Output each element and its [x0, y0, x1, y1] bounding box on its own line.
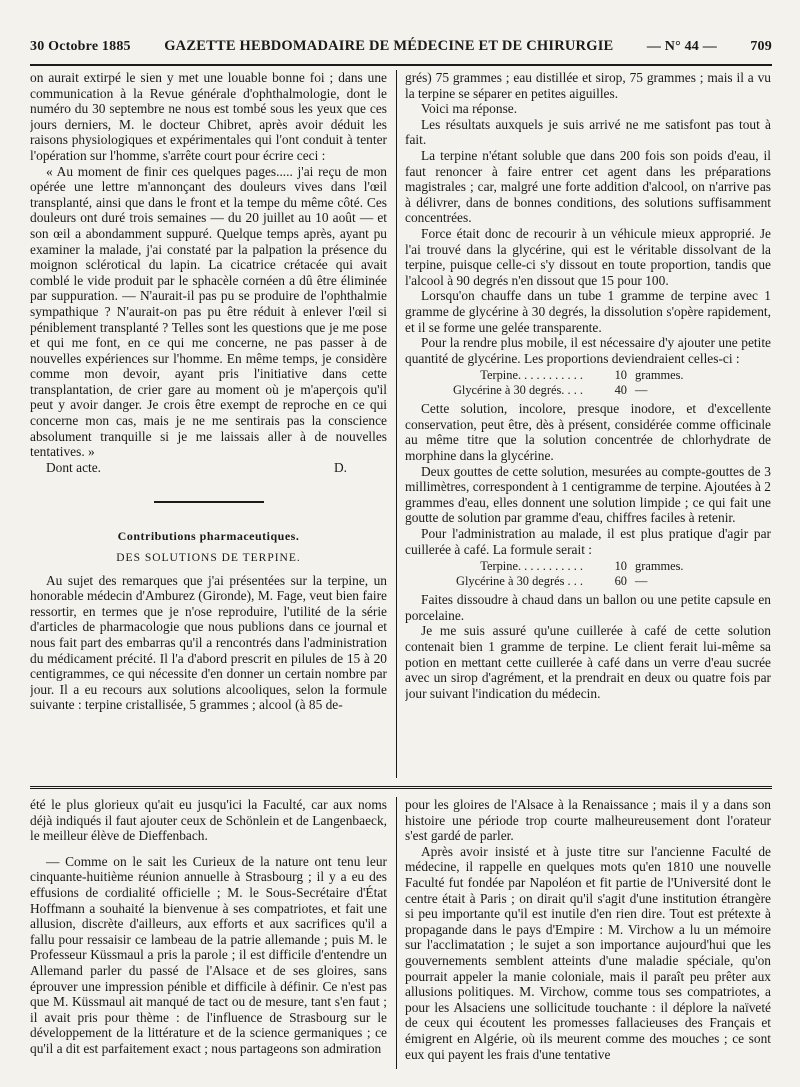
page-number: 709 — [750, 39, 772, 54]
ingredient-unit: — — [635, 573, 648, 588]
section-subtitle: DES SOLUTIONS DE TERPINE. — [116, 552, 301, 565]
paragraph: Faites dissoudre à chaud dans un ballon ou une petite capsule en porcelaine. — [405, 592, 771, 623]
article-column-right-top — [405, 70, 771, 780]
paragraph: on aurait extirpé le sien y met une louable bonne foi ; dans une communication à la Revue générale d'ophthalmologie, dont le numéro du 30 septembre ne nous est tombé sous les yeux que ces jours derniers, M. le docteur Chibret, après avoir déduit les raisons physiologiques et expérimentales qui l'ont conduit à tenter l'opération sur l'homme, s'arrête court pour écrire ceci : — [30, 70, 387, 163]
paragraph: Deux gouttes de cette solution, mesurées au compte-gouttes de 3 millimètres, correspondent à 1 centigramme de terpine. Ajoutées à 2 grammes d'eau, elles donnent une solution limpide ; ce qui fait une goutte de solution par gramme d'eau, chiffres faciles à retenir. — [405, 463, 771, 526]
formula-row — [405, 574, 771, 589]
paragraph: Pour l'administration au malade, il est plus pratique d'agir par cuillerée à café. La formule serait : — [405, 526, 771, 557]
header-rule — [30, 64, 772, 66]
journal-title: GAZETTE HEBDOMADAIRE DE MÉDECINE ET DE CHIRURGIE — [164, 38, 614, 54]
column-divider — [396, 70, 397, 778]
ingredient-unit: grammes. — [635, 368, 684, 383]
article-column-left-top — [30, 70, 387, 780]
paragraph: Voici ma réponse. — [421, 101, 518, 117]
ingredient-quantity: 10 — [614, 368, 627, 383]
ingredient-name: Glycérine à 30 degrés . . . — [456, 573, 583, 588]
ingredient-unit: grammes. — [635, 559, 684, 574]
paragraph: La terpine n'étant soluble que dans 200 fois son poids d'eau, il faut renoncer à faire entrer cet agent dans les préparations magistrales ; car, malgré une forte addition d'alcool, on n'arrive pas à délivrer, dans de bonnes conditions, des solutions suffisamment concentrées. — [405, 147, 771, 226]
ingredient-quantity: 10 — [614, 559, 627, 574]
formula-table-2 — [405, 559, 771, 588]
section-separator — [30, 786, 772, 789]
section-divider — [154, 501, 264, 503]
formula-row — [405, 368, 771, 383]
paragraph: été le plus glorieux qu'ait eu jusqu'ici la Faculté, car aux noms déjà indiqués il faut ajouter ceux de Schönlein et de Langenbaeck, le meilleur élève de Dieffenbach. — [30, 797, 387, 844]
formula-table-1 — [405, 368, 771, 397]
section-title: Contributions pharmaceutiques. — [117, 529, 300, 544]
formula-row — [405, 559, 771, 574]
page-header — [30, 38, 772, 60]
ingredient-name: Glycérine à 30 degrés. . . . — [452, 382, 583, 397]
formula-row — [405, 383, 771, 398]
ingredient-name: Terpine. . . . . . . . . . . — [480, 559, 583, 574]
header-date: 30 Octobre 1885 — [30, 39, 131, 54]
article-column-right-bottom — [405, 797, 771, 1072]
paragraph: Cette solution, incolore, presque inodore, et d'excellente conservation, peut être, dès à présent, considérée comme officinale au même titre que la solution concentrée de chlorhydrate de morphine dans la glycérine. — [405, 401, 771, 464]
paragraph: Après avoir insisté et à juste titre sur l'ancienne Faculté de médecine, il rappelle en quelques mots qu'en 1810 une nouvelle Faculté fut fondée par Napoléon et fit partie de l'Université dont le centre était à Paris ; on dirait qu'il s'agit d'une institution étrangère si peu importante qu'il est inutile d'en rien dire. Tout est prétexte à propagande dans le pays d'Empire : M. Virchow a lu un mémoire sur l'acclimatation ; le sujet a son importance aujourd'hui que les gouvernements semblent atteints d'une maladie spéciale, qu'on pourrait appeler la manie coloniale, mais il paraît peu prêter aux allusions politiques. M. Virchow, comme tous ses compatriotes, a pour les Alsaciens une sollicitude touchante : il déplore la naïveté de ceux qui écoutent les promesses fallacieuses des Français et émigrent en Algérie, où ils meurent comme des mouches ; ce sont eux qui payent les frais d'une tentative — [405, 843, 771, 1062]
ingredient-unit: — — [635, 382, 648, 397]
closing-line — [30, 460, 387, 476]
ingredient-name: Terpine. . . . . . . . . . . — [480, 368, 583, 383]
paragraph: Au sujet des remarques que j'ai présentées sur la terpine, un honorable médecin d'Amburez (Gironde), M. Fage, veut bien faire ressortir, en termes que je n'ose reproduire, l'utilité de la série d'articles de pharmacologie que nous publions dans ce journal et nous fait part des embarras qu'il a rencontrés dans l'administration du médicament précité. Il l'a d'abord prescrit en pilules de 15 à 20 centigrammes, ce qui nécessite d'en donner un certain nombre par jour. Il a eu recours aux solutions alcooliques, selon la formule suivante : terpine cristallisée, 5 grammes ; alcool (à 85 de- — [30, 572, 387, 713]
paragraph: Lorsqu'on chauffe dans un tube 1 gramme de terpine avec 1 gramme de glycérine à 30 degrés, la dissolution s'opère rapidement, et il se forme une gelée transparente. — [405, 288, 771, 335]
ingredient-quantity: 60 — [614, 573, 627, 588]
paragraph: grés) 75 grammes ; eau distillée et sirop, 75 grammes ; mais il a vu la terpine se séparer en petites aiguilles. — [405, 70, 771, 101]
paragraph: Je me suis assuré qu'une cuillerée à café de cette solution contenait bien 1 gramme de terpine. Le client ferait lui-même sa potion en mettant cette cuillerée à café dans un verre d'eau sucrée avec un sirop d'agrément, et la prendrait en deux ou quatre fois par jour suivant l'indication du médecin. — [405, 623, 771, 701]
author-signature: D. — [333, 459, 347, 475]
article-column-left-bottom — [30, 797, 387, 1072]
column-divider — [396, 797, 397, 1069]
paragraph: — Comme on le sait les Curieux de la nature ont tenu leur cinquante-huitième réunion annuelle à Strasbourg ; il y a eu des effusions de cordialité officielle ; M. le Sous-Secrétaire d'État Hoffmann a souhaité la bienvenue à ses compatriotes, et fait une allusion, discrète d'ailleurs, aux efforts et aux sacrifices qu'il a fallu pour ressaisir ce lambeau de la patrie allemande ; puis M. le Professeur Küssmaul a pris la parole ; il est difficile d'entendre un Allemand parler du passé de l'Alsace et de ses gloires, sans éprouver une impression pénible et difficile à définir. Ce n'est pas que M. Küssmaul ait manqué de tact ou de mesure, tant s'en faut ; il avait pris pour thème : de l'influence de Strasbourg sur le développement de la littérature et de la science germaniques ; ce qu'il a dit est parfaitement exact ; nous partageons son admiration — [30, 853, 387, 1056]
paragraph: pour les gloires de l'Alsace à la Renaissance ; mais il y a dans son histoire une période trop courte malheureusement dont l'orateur s'est gardé de parler. — [405, 797, 771, 844]
paragraph: Pour la rendre plus mobile, il est nécessaire d'y ajouter une petite quantité de glycérine. Les proportions deviendraient celles-ci : — [405, 335, 771, 366]
paragraph: Force était donc de recourir à un véhicule mieux approprié. Je l'ai trouvé dans la glycérine, qui est le véritable dissolvant de la terpine, puisque celle-ci s'y dissout en toute proportion, tandis que l'alcool à 90 degrés n'en dissout que 15 pour 100. — [405, 225, 771, 288]
quotation: « Au moment de finir ces quelques pages..... j'ai reçu de mon opérée une lettre m'annonçant des douleurs vives dans l'œil transplanté, ainsi que dans le front et la tempe du même côté. Ces douleurs ont duré trois semaines — du 20 juillet au 10 août — et son œil a abondamment suppuré. Quelque temps après, ayant pu examiner la malade, j'ai constaté par la palpation la présence du moignon sclérotical du lapin. La cicatrice crétacée qui avait comblé le vide produit par le sphacèle cornéen a dû être éliminée par suppuration. — N'aurait-il pas pu se produire de l'ophthalmie sympathique ? N'aurait-on pas pu être réduit à enlever l'œil si péniblement transplanté ? Telles sont les questions que je me pose et qui me font, en ce qui me concerne, ne pas passer à de nouvelles expériences sur l'homme. En même temps, je considère comme mon devoir, ayant pris l'initiative dans cette transplantation, de crier gare au moment où je m'aperçois qu'il peut y avoir danger. Je crois être exempt de reproche en ce qui concerne mon cas, mais je ne me sentirais pas la conscience absolument tranquille si je me laissais aller à de nouvelles tentatives. » — [30, 163, 387, 460]
ingredient-quantity: 40 — [614, 382, 627, 397]
issue-number: — N° 44 — — [646, 39, 717, 54]
closing-text: Dont acte. — [46, 459, 102, 475]
paragraph: Les résultats auxquels je suis arrivé ne me satisfont pas tout à fait. — [405, 116, 771, 148]
